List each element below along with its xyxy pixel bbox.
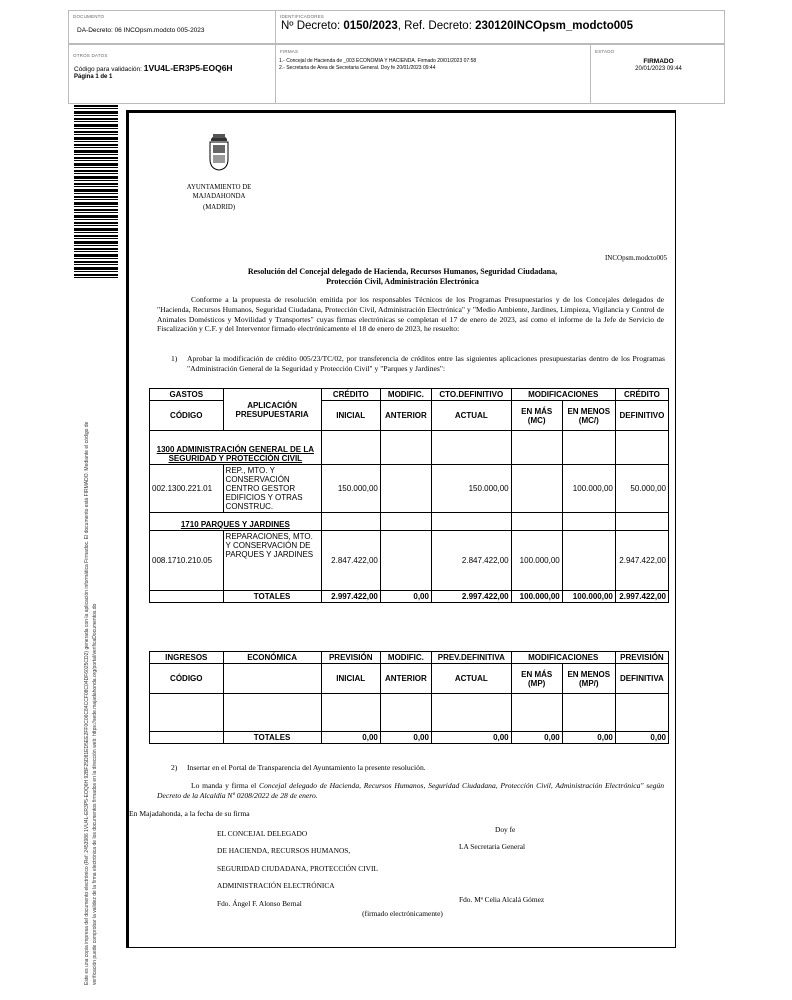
itot-definitiva: 0,00 (615, 732, 668, 744)
row1-anterior (380, 465, 431, 513)
identificadores-label: IDENTIFICADORES (280, 14, 325, 19)
row2-inicial: 2.847.422,00 (321, 531, 380, 591)
sig-left-5: Fdo. Ángel F. Alonso Bernal (217, 898, 302, 908)
documento-box (68, 10, 276, 44)
signature-left (217, 825, 378, 912)
otros-box (68, 44, 276, 104)
ingresos-totales-label: TOTALES (223, 732, 321, 744)
row2-en-mas: 100.000,00 (511, 531, 562, 591)
tot-en-mas: 100.000,00 (511, 591, 562, 603)
item-2 (171, 763, 665, 773)
row1-desc: REP., MTO. Y CONSERVACIÓN CENTRO GESTOR EDIFICIOS Y OTRAS CONSTRUC. (223, 465, 321, 513)
row2-definitivo: 2.947.422,00 (615, 531, 668, 591)
itot-en-menos: 0,00 (562, 732, 615, 744)
totals-row (150, 591, 669, 603)
ingresos-totals-row (150, 732, 669, 744)
item-1-number: 1) (171, 354, 178, 363)
item-2-text: Insertar en el Portal de Transparencia del Ayuntamiento la presente resolución. (187, 763, 426, 772)
otros-label: OTROS DATOS (73, 53, 108, 58)
identificadores-value (281, 20, 633, 32)
h-inicial: INICIAL (321, 401, 380, 431)
estado-box (590, 44, 725, 104)
side-text-2: verificación puede comprobar la validez de la firma electrónica de los documentos firmados en la dirección web: https://sede.majadahonda.org/portal/verificaDocumentos.do (92, 603, 98, 985)
ih-prev-definitiva: PREV.DEFINITIVA (431, 652, 511, 664)
h-credito-2: CRÉDITO (615, 389, 668, 401)
codigo-validacion (74, 63, 233, 73)
gastos-table (149, 388, 669, 603)
title-line-1: Resolución del Concejal delegado de Hacienda, Recursos Humanos, Seguridad Ciudadana, (247, 267, 558, 276)
ih-modificaciones: MODIFICACIONES (511, 652, 615, 664)
item-1-text: Aprobar la modificación de crédito 005/23/TC/02, por transferencia de créditos entre las siguientes aplicaciones presupuestarias dentro de los Programas "Administración General de la Seguridad y Protección Civil" y "Parques y Jardines": (187, 354, 665, 373)
row2-anterior (380, 531, 431, 591)
table-row (150, 465, 669, 513)
ref-prefix: , Ref. Decreto: (397, 20, 472, 32)
section-1300: 1300 ADMINISTRACIÓN GENERAL DE LA SEGURIDAD Y PROTECCIÓN CIVIL (150, 431, 322, 465)
firmado-electronicamente: (firmado electrónicamente) (362, 909, 443, 918)
manda-paragraph (157, 781, 664, 801)
manda-prefix: Lo manda y firma el (191, 781, 260, 790)
documento-value: DA-Decreto: 06 INCOpsm.modcto 005-2023 (77, 27, 205, 34)
h-modif: MODIFIC. (380, 389, 431, 401)
coat-of-arms-icon (207, 129, 231, 171)
decreto-prefix: Nº Decreto: (281, 20, 341, 32)
estado-label: ESTADO (595, 49, 615, 54)
ih-ingresos: INGRESOS (150, 652, 224, 664)
firma-2: 2.- Secretaria de Area de Secretaria General. Doy fe 20/01/2023 09:44 (279, 65, 436, 71)
documento-label: DOCUMENTO (73, 14, 105, 19)
ih-en-menos: EN MENOS (MP/) (562, 664, 615, 694)
decreto-number: 0150/2023 (343, 20, 398, 32)
item-1 (171, 354, 665, 374)
codigo-label: Código para validación: (74, 66, 142, 73)
ih-codigo: CÓDIGO (150, 664, 224, 694)
sig-left-2: DE HACIENDA, RECURSOS HUMANOS, (217, 846, 351, 856)
tot-anterior: 0,00 (380, 591, 431, 603)
row1-en-mas (511, 465, 562, 513)
logo-line-2: MAJADAHONDA (192, 192, 246, 200)
ih-anterior: ANTERIOR (380, 664, 431, 694)
tot-inicial: 2.997.422,00 (321, 591, 380, 603)
row2-codigo: 008.1710.210.05 (150, 531, 224, 591)
sig-right-2: LA Secretaria General (459, 842, 526, 851)
sig-left-4: ADMINISTRACIÓN ELECTRÓNICA (217, 881, 335, 891)
itot-anterior: 0,00 (380, 732, 431, 744)
side-text-1: Este es una copia impresa del documento electrónico (Ref: 2453986 1VU4L-ER3P5-EOQ6H 92BF25D81ED5EE2FF0C06C84CCF08C04DF6025CD2) generada con la aplicación informática Firmadoc. El documento está FIRMADO. Mediante el código de (84, 421, 90, 985)
ih-modif: MODIFIC. (380, 652, 431, 664)
sig-right-3: Fdo. Mª Celia Alcalá Gómez (459, 895, 545, 904)
h-gastos: GASTOS (150, 389, 224, 401)
ih-economica: ECONÓMICA (223, 652, 321, 664)
itot-en-mas: 0,00 (511, 732, 562, 744)
ih-en-mas: EN MÁS (MP) (511, 664, 562, 694)
h-modificaciones: MODIFICACIONES (511, 389, 615, 401)
h-cto-definitivo: CTO.DEFINITIVO (431, 389, 511, 401)
pagina: Página 1 de 1 (74, 74, 113, 80)
resolution-title (129, 267, 676, 287)
row2-en-menos (562, 531, 615, 591)
codigo-value: 1VU4L-ER3P5-EOQ6H (143, 63, 233, 73)
row2-desc: REPARACIONES, MTO. Y CONSERVACIÓN DE PARQUES Y JARDINES (223, 531, 321, 591)
sig-left-1: EL CONCEJAL DELEGADO (217, 829, 308, 838)
logo-text (169, 184, 269, 213)
title-line-2: Protección Civil, Administración Electrónica (326, 277, 479, 286)
h-definitivo: DEFINITIVO (615, 401, 668, 431)
row1-definitivo: 50.000,00 (615, 465, 668, 513)
estado-value: FIRMADO (643, 58, 674, 65)
h-en-menos: EN MENOS (MC/) (562, 401, 615, 431)
firmas-label: FIRMAS (280, 49, 299, 54)
ref-value: 230120INCOpsm_modcto005 (475, 20, 633, 32)
tot-actual: 2.997.422,00 (431, 591, 511, 603)
ih-prevision-2: PREVISIÓN (615, 652, 668, 664)
itot-inicial: 0,00 (321, 732, 380, 744)
ingresos-table (149, 651, 669, 744)
totales-label: TOTALES (223, 591, 321, 603)
document-page (126, 110, 676, 948)
item-2-number: 2) (171, 763, 178, 772)
h-aplicacion: APLICACIÓN PRESUPUESTARIA (223, 389, 321, 431)
manda-italic: Concejal delegado de Hacienda, Recursos Humanos, Seguridad Ciudadana, Protección Civil, Administración Electrónica" según Decreto de la Alcaldía Nº 0208/2022 de 28 de enero. (157, 781, 664, 800)
ih-inicial: INICIAL (321, 664, 380, 694)
h-en-mas: EN MÁS (MC) (511, 401, 562, 431)
h-actual: ACTUAL (431, 401, 511, 431)
ih-prevision: PREVISIÓN (321, 652, 380, 664)
h-anterior: ANTERIOR (380, 401, 431, 431)
sig-left-3: SEGURIDAD CIUDADANA, PROTECCIÓN CIVIL (217, 863, 378, 873)
firma-1: 1.- Concejal de Hacienda de _003 ECONOMIA Y HACIENDA. Firmado 20/01/2023 07:58 (279, 58, 477, 64)
itot-actual: 0,00 (431, 732, 511, 744)
tot-definitivo: 2.997.422,00 (615, 591, 668, 603)
row1-inicial: 150.000,00 (321, 465, 380, 513)
firmas-box (275, 44, 591, 104)
estado-fecha: 20/01/2023 09:44 (635, 66, 682, 72)
reference-code: INCOpsm.modcto005 (604, 254, 667, 262)
logo-line-1: AYUNTAMIENTO DE (186, 184, 252, 191)
barcode (74, 105, 118, 280)
identificadores-box (275, 10, 725, 44)
row1-codigo: 002.1300.221.01 (150, 465, 224, 513)
ih-actual: ACTUAL (431, 664, 511, 694)
row2-actual: 2.847.422,00 (431, 531, 511, 591)
section-1710: 1710 PARQUES Y JARDINES (150, 513, 322, 531)
row1-en-menos: 100.000,00 (562, 465, 615, 513)
h-credito: CRÉDITO (321, 389, 380, 401)
lugar-fecha: En Majadahonda, a la fecha de su firma (129, 809, 250, 818)
h-codigo: CÓDIGO (150, 401, 224, 431)
logo-line-3: (MADRID) (202, 204, 236, 211)
row1-actual: 150.000,00 (431, 465, 511, 513)
intro-paragraph: Conforme a la propuesta de resolución emitida por los responsables Técnicos de los Programas Presupuestarios y de los Concejales delegados de "Hacienda, Recursos Humanos, Seguridad Ciudadana, Protección Civil, Administración Electrónica" y "Medio Ambiente, Jardines, Limpieza, Vigilancia y Control de Animales Domésticos y Movilidad y Transportes" cuyas firmas electrónicas se completan el 17 de enero de 2023, así como el informe de la Jefe de Servicio de Fiscalización y C.F. y del Interventor firmado electrónicamente el 18 de enero de 2023, he resuelto: (157, 295, 664, 334)
tot-en-menos: 100.000,00 (562, 591, 615, 603)
sig-right-1: Doy fe (495, 825, 516, 834)
table-row (150, 531, 669, 591)
ih-definitiva: DEFINITIVA (615, 664, 668, 694)
